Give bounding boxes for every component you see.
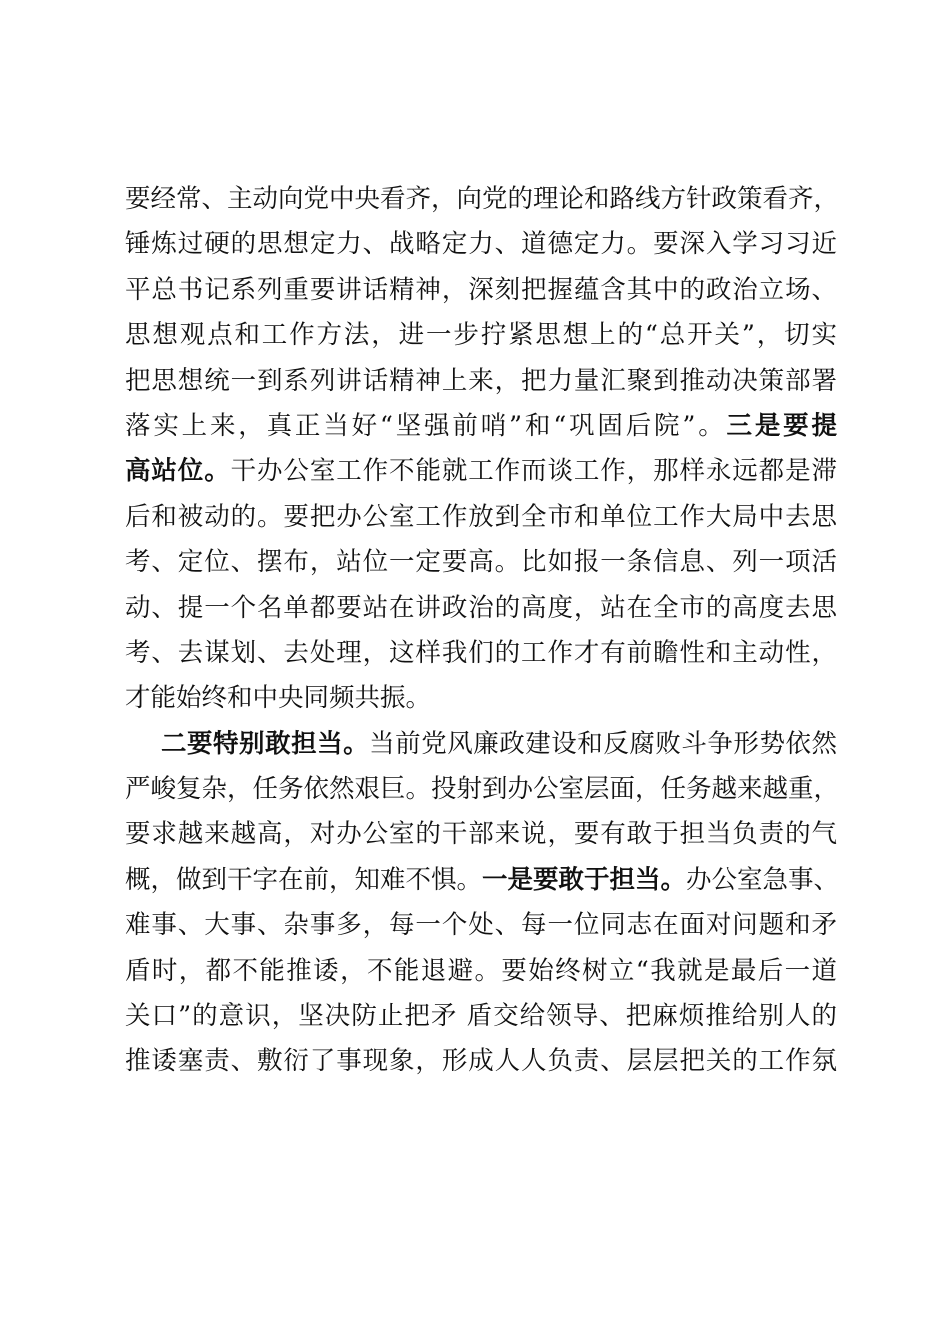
text-line [125, 949, 837, 994]
document-body [125, 177, 840, 1085]
body-text: 盾时，都不能推诿，不能退避。要始终树立“我就是最后一道 [125, 955, 837, 986]
text-line [125, 1039, 837, 1084]
body-text: 要经常、主动向党中央看齐，向党的理论和路线方针政策看齐， [125, 184, 840, 214]
body-text: 思想观点和工作方法，进一步拧紧思想上的“总开关”，切实 [125, 320, 837, 351]
text-line [125, 858, 840, 903]
text-line [125, 359, 837, 404]
text-line [125, 540, 837, 585]
text-line [125, 404, 837, 449]
body-text: 要求越来越高，对办公室的干部来说，要有敢于担当负责的气 [125, 819, 837, 850]
bold-heading-text: 高站位。 [125, 456, 231, 487]
text-line [125, 767, 840, 812]
text-line [125, 495, 837, 540]
text-line [125, 313, 837, 358]
text-line [125, 903, 837, 948]
text-line [125, 268, 837, 313]
text-line [125, 631, 837, 676]
body-text: 平总书记系列重要讲话精神，深刻把握蕴含其中的政治立场、 [125, 274, 837, 305]
body-text: 推诿塞责、敷衍了事现象，形成人人负责、层层把关的工作氛 [125, 1046, 837, 1077]
body-text: 难事、大事、杂事多，每一个处、每一位同志在面对问题和矛 [125, 910, 837, 941]
bold-heading-text: 一是要敢于担当。 [482, 864, 687, 895]
body-text: 当前党风廉政建设和反腐败斗争形势依然 [369, 728, 837, 759]
bold-heading-text: 三是要提 [726, 410, 837, 441]
text-line [125, 994, 837, 1039]
body-text: 把思想统一到系列讲话精神上来，把力量汇聚到推动决策部署 [125, 365, 837, 396]
body-text: 严峻复杂，任务依然艰巨。投射到办公室层面，任务越来越重， [125, 774, 840, 805]
body-text: 考、去谋划、去处理，这样我们的工作才有前瞻性和主动性， [125, 637, 837, 668]
text-line [125, 586, 837, 631]
body-text: 办公室急事、 [686, 864, 840, 895]
text-line [125, 177, 840, 222]
text-line [125, 676, 837, 721]
text-line [125, 722, 837, 767]
body-text: 考、定位、摆布，站位一定要高。比如报一条信息、列一项活 [125, 547, 837, 578]
body-text: 落实上来，真正当好“坚强前哨”和“巩固后院”。 [125, 410, 727, 441]
body-text: 概，做到干字在前，知难不惧。 [125, 864, 483, 895]
body-text: 才能始终和中央同频共振。 [125, 683, 432, 714]
body-text: 干办公室工作不能就工作而谈工作，那样永远都是滞 [230, 456, 837, 487]
text-line [125, 812, 837, 857]
body-text: 动、提一个名单都要站在讲政治的高度，站在全市的高度去思 [125, 592, 837, 623]
body-text: 锤炼过硬的思想定力、战略定力、道德定力。要深入学习习近 [125, 229, 837, 260]
body-text: 后和被动的。要把办公室工作放到全市和单位工作大局中去思 [125, 501, 837, 532]
text-line [125, 222, 837, 267]
bold-heading-text: 二要特别敢担当。 [161, 728, 370, 759]
text-line [125, 449, 837, 494]
body-text: 关口”的意识，坚决防止把矛 盾交给领导、把麻烦推给别人的 [125, 1001, 837, 1032]
